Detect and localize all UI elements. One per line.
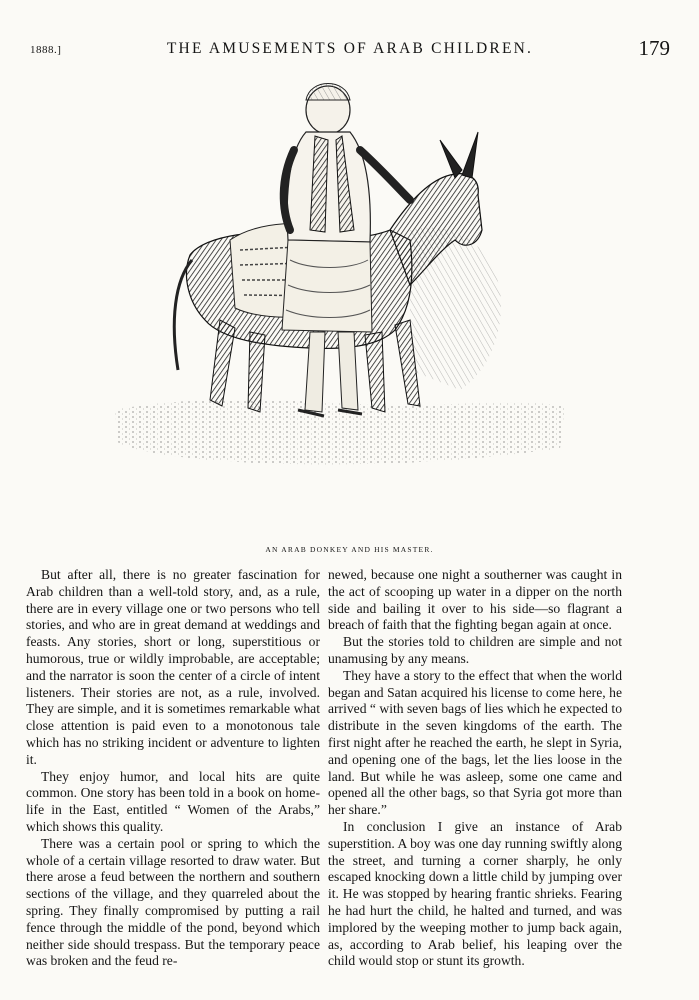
paragraph: They enjoy humor, and local hits are quite common. One story has been told in a book on home-life in the East, entitled “ Women of the Arabs,” which shows this quality. bbox=[26, 768, 320, 834]
donkey-illustration bbox=[110, 70, 570, 470]
paragraph: In conclusion I give an instance of Arab superstition. A boy was one day running swiftly along the street, and turning a corner sharply, he only escaped knocking down a little child by jumping over it. He was stopped by hearing frantic shrieks. Fearing he had hurt the child, he halted and turned, and was implored by the weeping mother to jump back again, as, according to Arab belief, his leaping over the child would stop or stunt its growth. bbox=[328, 818, 622, 969]
page-number: 179 bbox=[638, 36, 670, 60]
paragraph: They have a story to the effect that when the world began and Satan acquired his license to come here, he arrived “ with seven bags of lies which he expected to distribute in the seven kingdoms of the earth. The first night after he reached the earth, he slept in Syria, and opening one of the bags, let the lies loose in the land. But while he was asleep, some one came and opened all the other bags, so that Syria got more than her share.” bbox=[328, 667, 622, 818]
header-year: 1888.] bbox=[30, 44, 62, 56]
page-header bbox=[30, 36, 670, 66]
running-title: THE AMUSEMENTS OF ARAB CHILDREN. bbox=[166, 40, 534, 57]
paragraph: But the stories told to children are simple and not unamusing by any means. bbox=[328, 634, 622, 666]
paragraph: newed, because one night a southerner was caught in the act of scooping up water in a dipper on the north side and bailing it over to his side—so flagrant a breach of faith that the fighting began again at once. bbox=[328, 567, 622, 633]
engraving-figure bbox=[110, 70, 570, 470]
left-column bbox=[26, 567, 320, 970]
paragraph: But after all, there is no greater fascination for Arab children than a well-told story, and, as a rule, there are in every village one or two persons who tell stories, and who are in great demand at weddings and feasts. Any stories, short or long, superstitious or humorous, true or wildly improbable, are acceptable; and the narrator is soon the center of a circle of intent listeners. Their stories are not, as a rule, involved. They are simple, and it is sometimes remarkable what close attention is paid even to a monotonous tale which has no striking incident or adventure to lighten it. bbox=[26, 567, 320, 767]
paragraph: There was a certain pool or spring to which the whole of a certain village resorted to draw water. But there arose a feud between the northern and southern sections of the village, and they quarreled about the spring. They finally compromised by putting a rail fence through the middle of the pond, beyond which neither side should trespass. But the temporary peace was broken and the feud re- bbox=[26, 835, 320, 969]
right-column bbox=[328, 567, 622, 970]
figure-caption: AN ARAB DONKEY AND HIS MASTER. bbox=[265, 545, 434, 554]
